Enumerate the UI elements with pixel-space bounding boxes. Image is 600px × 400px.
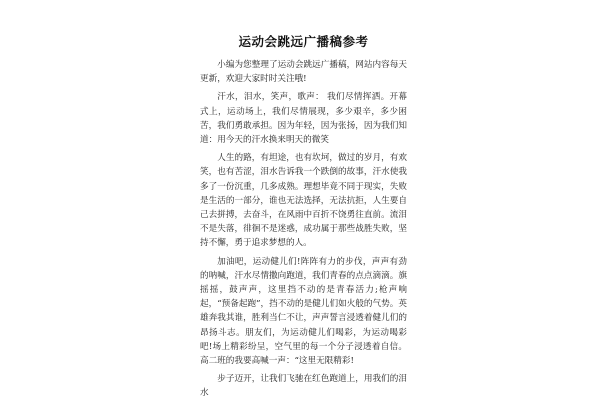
document-page xyxy=(200,33,407,400)
document-title: 运动会跳远广播稿参考 xyxy=(238,34,369,49)
paragraph-sweat-tears: 汗水，泪水，笑声，歌声： 我们尽情挥洒。开幕式上，运动场上，我们尽情展现，多少艰辛，多少困苦，我们勇敢承担。因为年轻，因为张扬，因为我们知道：用今天的汗水换来明天的微笑 xyxy=(200,92,407,146)
paragraph-life-road: 人生的路，有坦途，也有坎坷，做过的岁月，有欢笑，也有苦涩，泪水告诉我一个跌倒的故事，汗水使我多了一份沉重，几多成熟。理想毕竟不同于现实，失败是生活的一部分，谁也无法选择，无法抗拒，人生要自己去拼搏，去奋斗，在风雨中百折不饶勇往直前。流泪不是失落，徘徊不是迷惑，成功属于那些战胜失败，坚持不懈，勇于追求梦想的人。 xyxy=(200,153,407,249)
paragraph-stride: 步子迈开，让我们飞驰在红色跑道上，用我们的泪水 xyxy=(200,374,407,399)
paragraph-cheer: 加油吧，运动健儿们!阵阵有力的步伐，声声有劲的呐喊，汗水尽情撒向跑道，我们青春的点点滴滴。旗摇摇，鼓声声，这里挡不动的是青春活力;枪声响起，“预备起跑”，挡不动的是健儿们如火般的气势。英雄奔我其谁，胜利当仁不让，声声誓言浸透着健儿们的昂扬斗志。朋友们，为运动健儿们喝彩，为运动喝彩吧!场上精彩纷呈，空气里的每一个分子浸透着自信。高二班的我要高喊一声：“这里无限精彩! xyxy=(200,256,407,367)
paragraph-intro: 小编为您整理了运动会跳远广播稿，网站内容每天更新，欢迎大家时时关注哦! xyxy=(200,60,407,85)
